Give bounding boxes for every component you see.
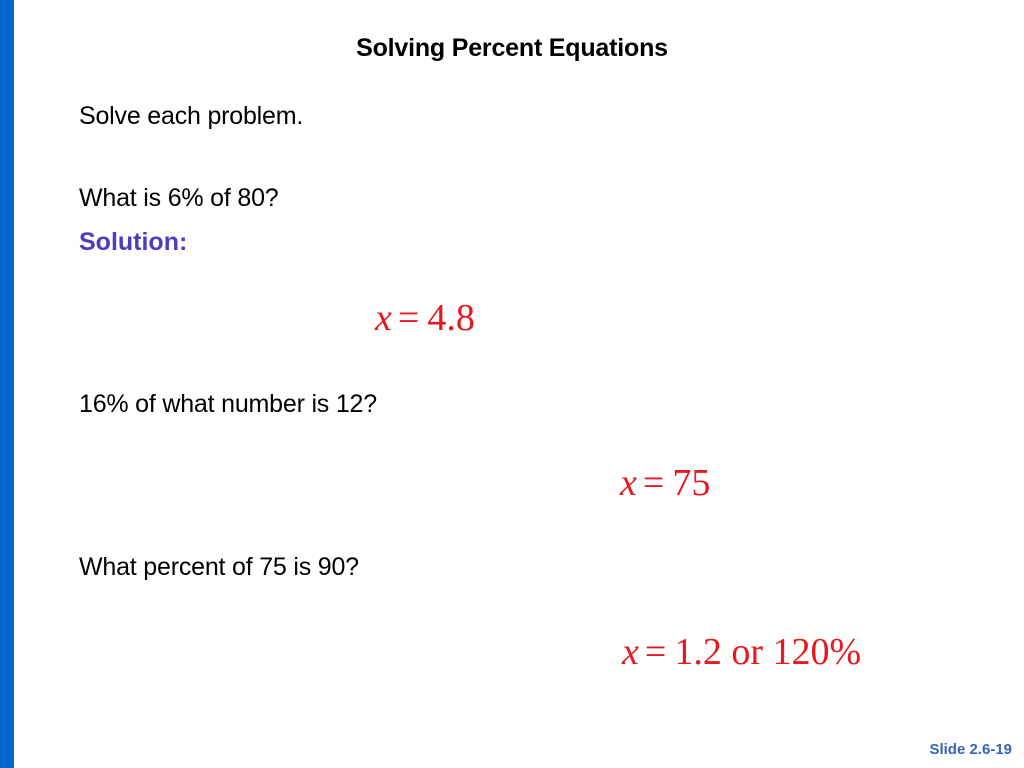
answer-variable: x	[622, 631, 639, 673]
answer-value: 75	[672, 462, 711, 504]
answer-equals: =	[644, 631, 667, 673]
answer-variable: x	[375, 297, 392, 339]
problem-3-answer	[622, 630, 861, 674]
answer-value: 4.8	[427, 297, 475, 339]
slide-number: Slide 2.6-19	[929, 741, 1012, 758]
slide-title: Solving Percent Equations	[356, 34, 668, 62]
problem-2-question: 16% of what number is 12?	[79, 390, 377, 418]
answer-variable: x	[620, 462, 637, 504]
left-accent-bar	[0, 0, 14, 768]
answer-value: 1.2 or 120%	[674, 631, 862, 673]
solution-label: Solution:	[79, 228, 188, 256]
problem-3-question: What percent of 75 is 90?	[79, 553, 359, 581]
problem-1-answer	[375, 296, 475, 340]
instruction-text: Solve each problem.	[79, 102, 304, 130]
answer-equals: =	[397, 297, 420, 339]
problem-2-answer	[620, 461, 710, 505]
problem-1-question: What is 6% of 80?	[79, 184, 279, 212]
answer-equals: =	[642, 462, 665, 504]
